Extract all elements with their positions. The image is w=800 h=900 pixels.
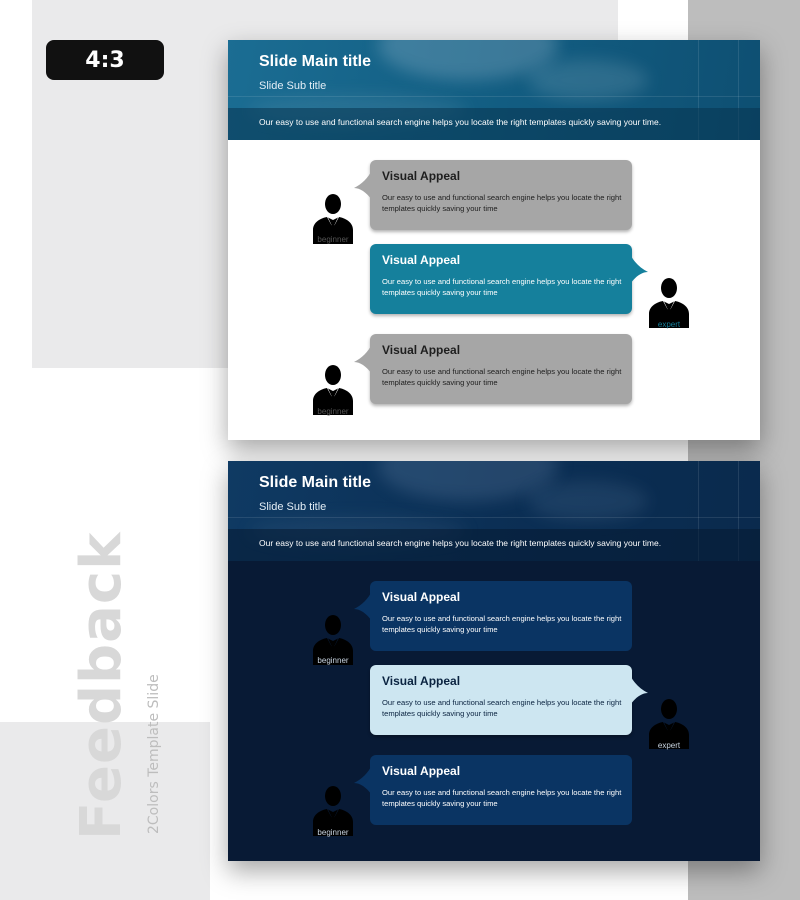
slide-header <box>228 40 760 140</box>
bubble-title: Visual Appeal <box>382 253 461 267</box>
person-label: beginner <box>317 235 349 244</box>
bubble-title: Visual Appeal <box>382 169 461 183</box>
feedback-bubble <box>370 665 632 735</box>
slide-header <box>228 461 760 561</box>
slide-dark-preview[interactable] <box>228 461 760 861</box>
feedback-bubble <box>370 244 632 314</box>
feedback-bubble <box>370 334 632 404</box>
slide-description: Our easy to use and functional search engine helps you locate the right templates quickly saving your time. <box>259 538 662 548</box>
bubble-tail <box>354 591 372 621</box>
bubble-title: Visual Appeal <box>382 764 461 778</box>
slide-description: Our easy to use and functional search engine helps you locate the right templates quickly saving your time. <box>259 117 662 127</box>
bubble-text: Our easy to use and functional search engine helps you locate the right templates quickly saving your time <box>382 614 622 634</box>
bubble-text: Our easy to use and functional search engine helps you locate the right templates quickly saving your time <box>382 698 622 718</box>
bubble-text: Our easy to use and functional search engine helps you locate the right templates quickly saving your time <box>382 788 622 808</box>
feedback-bubble <box>370 581 632 651</box>
bubble-title: Visual Appeal <box>382 674 461 688</box>
cloud-texture <box>528 481 648 521</box>
feedback-bubble <box>370 755 632 825</box>
format-badge: 4:3 <box>46 40 164 80</box>
bubble-tail <box>630 254 648 284</box>
side-subtitle: 2Colors Template Slide <box>146 674 162 834</box>
bubble-tail <box>354 765 372 795</box>
bubble-title: Visual Appeal <box>382 590 461 604</box>
feedback-bubble <box>370 160 632 230</box>
slide-subtitle: Slide Sub title <box>259 80 327 92</box>
slide-title: Slide Main title <box>259 53 372 70</box>
person-label: beginner <box>317 656 349 665</box>
person-label: expert <box>657 741 681 750</box>
bubble-text: Our easy to use and functional search engine helps you locate the right templates quickly saving your time <box>382 277 622 297</box>
bubble-title: Visual Appeal <box>382 343 461 357</box>
bubble-tail <box>630 675 648 705</box>
bubble-text: Our easy to use and functional search engine helps you locate the right templates quickly saving your time <box>382 193 622 213</box>
person-label: beginner <box>317 828 349 837</box>
slide-light-preview[interactable] <box>228 40 760 440</box>
person-label: beginner <box>317 407 349 416</box>
person-label: expert <box>657 320 681 329</box>
grid-line <box>228 96 760 97</box>
slide-subtitle: Slide Sub title <box>259 501 327 513</box>
cloud-texture <box>528 60 648 100</box>
bubble-tail <box>354 344 372 374</box>
grid-line <box>228 517 760 518</box>
slide-title: Slide Main title <box>259 474 372 491</box>
side-title: Feedback <box>68 531 134 840</box>
bubble-text: Our easy to use and functional search engine helps you locate the right templates quickly saving your time <box>382 367 622 387</box>
bubble-tail <box>354 170 372 200</box>
